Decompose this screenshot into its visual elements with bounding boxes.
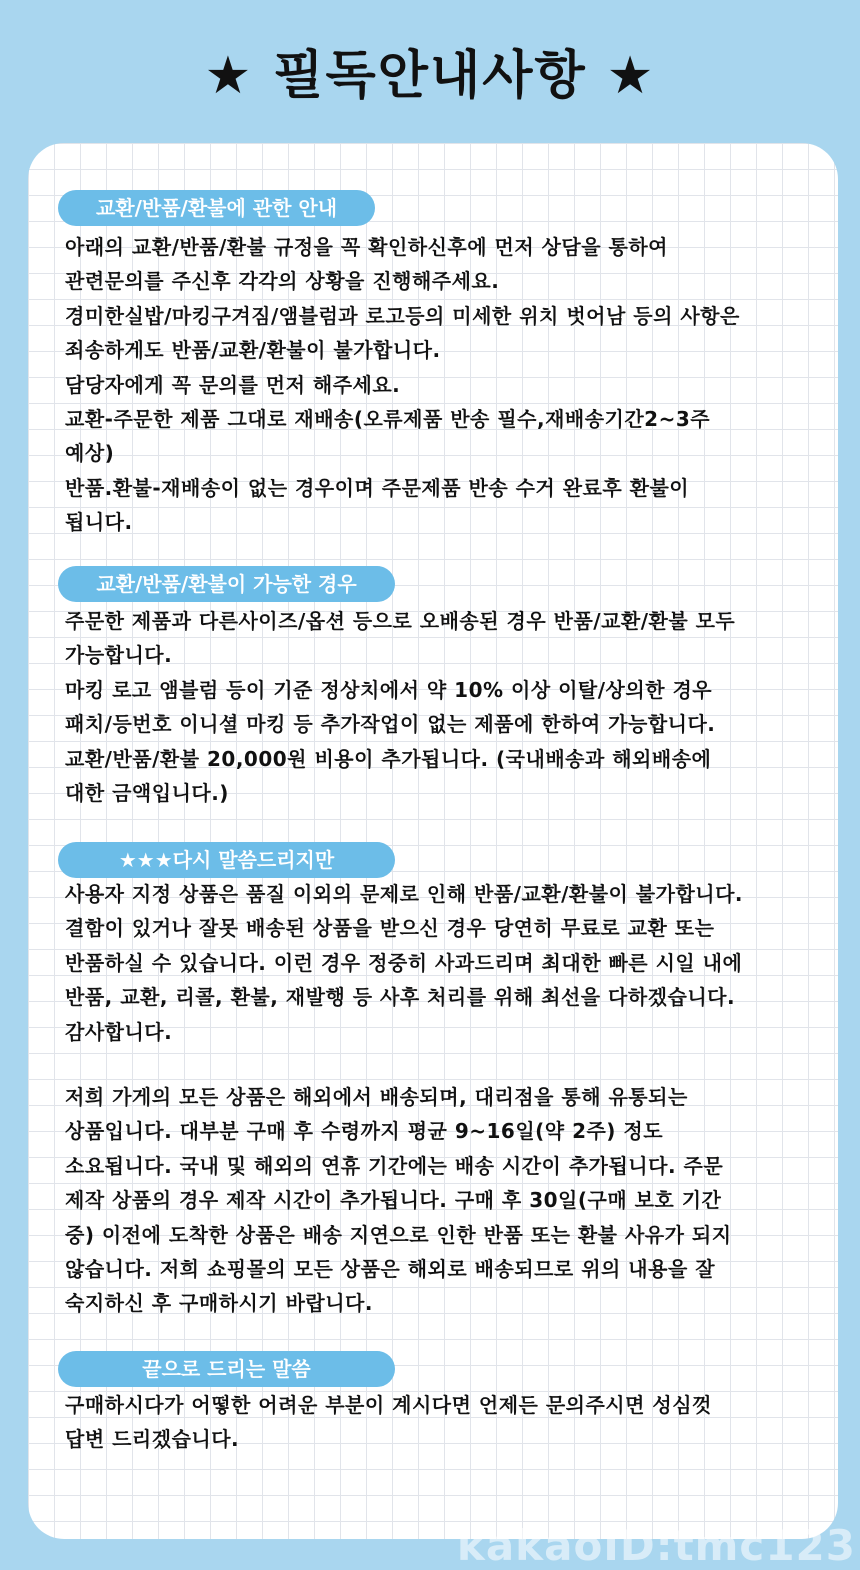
section-heading-refund-possible: 교환/반품/환불이 가능한 경우 xyxy=(58,566,395,602)
section-heading-closing: 끝으로 드리는 말씀 xyxy=(58,1351,395,1387)
section-heading-reminder: ★★★다시 말씀드리지만 xyxy=(58,842,395,878)
section-text-shipping-info: 저희 가게의 모든 상품은 해외에서 배송되며, 대리점을 통해 유통되는 상품입니다. 대부분 구매 후 수령까지 평균 9~16일(약 2주) 정도 소요됩니다. 국내 및 해외의 연휴 기간에는 배송 시간이 추가됩니다. 주문 제작 상품의 경우 제작 시간이 추가됩니다. 구매 후 30일(구매 보호 기간 중) 이전에 도착한 상품은 배송 지연으로 인한 반품 또는 환불 사유가 되지 않습니다. 저희 쇼핑몰의 모든 상품은 해외로 배송되므로 위의 내용을 잘 숙지하신 후 구매하시기 바랍니다. xyxy=(65,1085,732,1316)
section-text-closing: 구매하시다가 어떻한 어려운 부분이 계시다면 언제든 문의주시면 성심껏 답변 드리겠습니다. xyxy=(65,1393,712,1452)
section-heading-exchange-policy: 교환/반품/환불에 관한 안내 xyxy=(58,190,375,226)
watermark: kakaoID:tmc123 xyxy=(456,1521,856,1570)
notice-card xyxy=(28,143,838,1539)
page-title: ★ 필독안내사항 ★ xyxy=(204,46,656,106)
section-text-reminder: 사용자 지정 상품은 품질 이외의 문제로 인해 반품/교환/환불이 불가합니다. 결함이 있거나 잘못 배송된 상품을 받으신 경우 당연히 무료로 교환 또는 반품하실 수 있습니다. 이런 경우 정중히 사과드리며 최대한 빠른 시일 내에 반품, 교환, 리콜, 환불, 재발행 등 사후 처리를 위해 최선을 다하겠습니다. 감사합니다. xyxy=(65,882,744,1044)
section-text-exchange-policy: 아래의 교환/반품/환불 규정을 꼭 확인하신후에 먼저 상담을 통하여 관련문의를 주신후 각각의 상황을 진행해주세요. 경미한실밥/마킹구겨짐/앰블럼과 로고등의 미세한 위치 벗어남 등의 사항은 죄송하게도 반품/교환/환불이 불가합니다. 담당자에게 꼭 문의를 먼저 해주세요. 교환-주문한 제품 그대로 재배송(오류제품 반송 필수,재배송기간2~3주 예상) 반품.환불-재배송이 없는 경우이며 주문제품 반송 수거 완료후 환불이 됩니다. xyxy=(65,235,740,535)
section-text-refund-possible: 주문한 제품과 다른사이즈/옵션 등으로 오배송된 경우 반품/교환/환불 모두 가능합니다. 마킹 로고 앰블럼 등이 기준 정상치에서 약 10% 이상 이탈/상의한 경우 패치/등번호 이니셜 마킹 등 추가작업이 없는 제품에 한하여 가능합니다. 교환/반품/환불 20,000원 비용이 추가됩니다. (국내배송과 해외배송에 대한 금액입니다.) xyxy=(65,609,736,806)
